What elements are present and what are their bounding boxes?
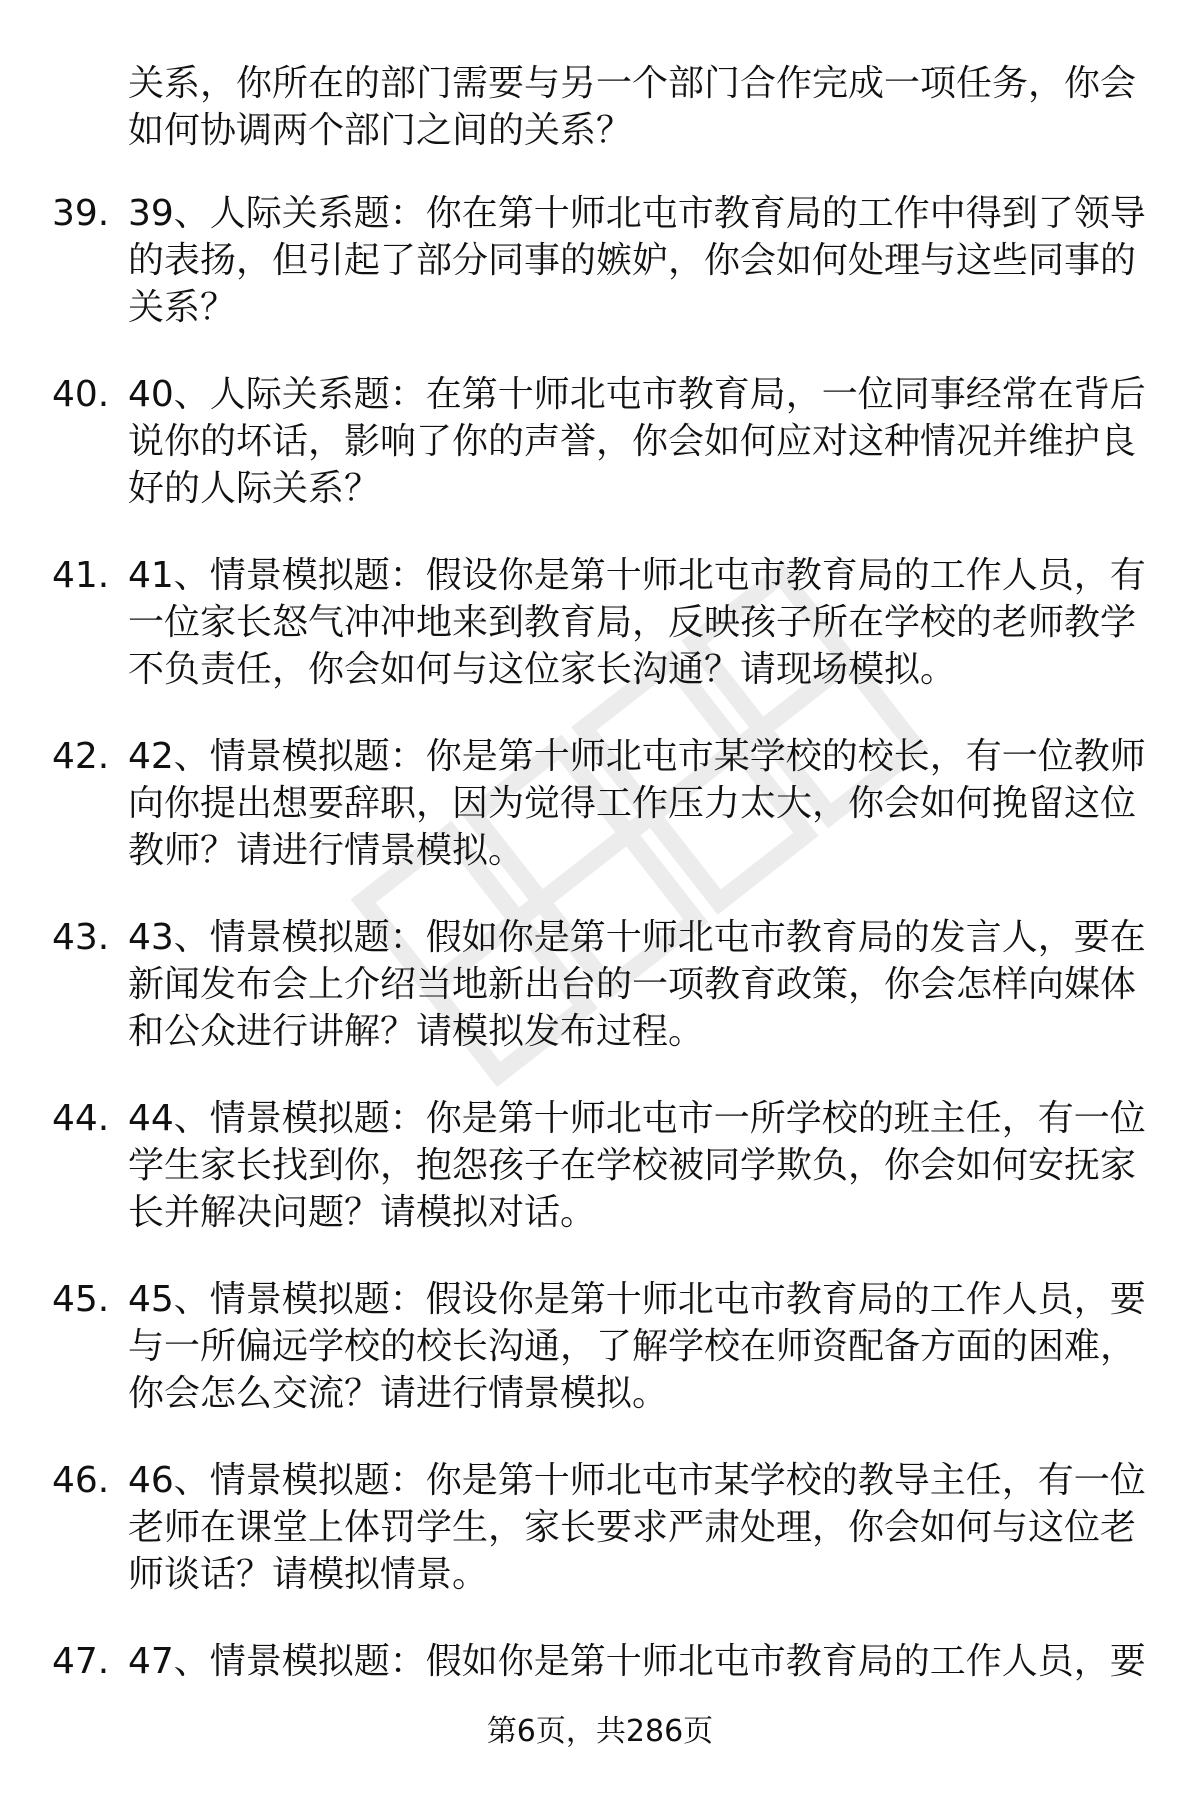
question-list [0, 190, 1200, 1819]
list-item [0, 552, 1200, 733]
item-text: 41、情景模拟题：假设你是第十师北屯市教育局的工作人员，有一位家长怒气冲冲地来到教育局，反映孩子所在学校的老师教学不负责任，你会如何与这位家长沟通？请现场模拟。 [128, 555, 1146, 690]
item-number: 40. [52, 374, 110, 415]
item-text: 47、情景模拟题：假如你是第十师北屯市教育局的工作人员，要 [128, 1641, 1146, 1682]
item-text: 43、情景模拟题：假如你是第十师北屯市教育局的发言人，要在新闻发布会上介绍当地新出台的一项教育政策，你会怎样向媒体和公众进行讲解？请模拟发布过程。 [128, 917, 1146, 1052]
item-text: 42、情景模拟题：你是第十师北屯市某学校的校长，有一位教师向你提出想要辞职，因为觉得工作压力太大，你会如何挽留这位教师？请进行情景模拟。 [128, 736, 1146, 871]
item-text: 40、人际关系题：在第十师北屯市教育局，一位同事经常在背后说你的坏话，影响了你的声誉，你会如何应对这种情况并维护良好的人际关系？ [128, 374, 1146, 509]
list-item [0, 1457, 1200, 1638]
list-item [0, 1276, 1200, 1457]
item-number: 45. [52, 1279, 110, 1320]
list-item [0, 914, 1200, 1095]
page-footer: 第6页，共286页 [486, 1714, 714, 1749]
item-text: 46、情景模拟题：你是第十师北屯市某学校的教导主任，有一位老师在课堂上体罚学生，家长要求严肃处理，你会如何与这位老师谈话？请模拟情景。 [128, 1460, 1146, 1595]
list-item [0, 190, 1200, 371]
list-item [0, 371, 1200, 552]
item-number: 47. [52, 1641, 110, 1682]
item-number: 46. [52, 1460, 110, 1501]
intro-paragraph: 关系，你所在的部门需要与另一个部门合作完成一项任务，你会如何协调两个部门之间的关系？ [128, 63, 1137, 151]
item-number: 44. [52, 1098, 110, 1139]
item-number: 39. [52, 193, 110, 234]
item-number: 43. [52, 917, 110, 958]
item-text: 39、人际关系题：你在第十师北屯市教育局的工作中得到了领导的表扬，但引起了部分同事的嫉妒，你会如何处理与这些同事的关系？ [128, 193, 1146, 328]
item-number: 42. [52, 736, 110, 777]
item-number: 41. [52, 555, 110, 596]
item-text: 44、情景模拟题：你是第十师北屯市一所学校的班主任，有一位学生家长找到你，抱怨孩子在学校被同学欺负，你会如何安抚家长并解决问题？请模拟对话。 [128, 1098, 1146, 1233]
item-text: 45、情景模拟题：假设你是第十师北屯市教育局的工作人员，要与一所偏远学校的校长沟通，了解学校在师资配备方面的困难，你会怎么交流？请进行情景模拟。 [128, 1279, 1146, 1414]
list-item [0, 1095, 1200, 1276]
list-item [0, 733, 1200, 914]
